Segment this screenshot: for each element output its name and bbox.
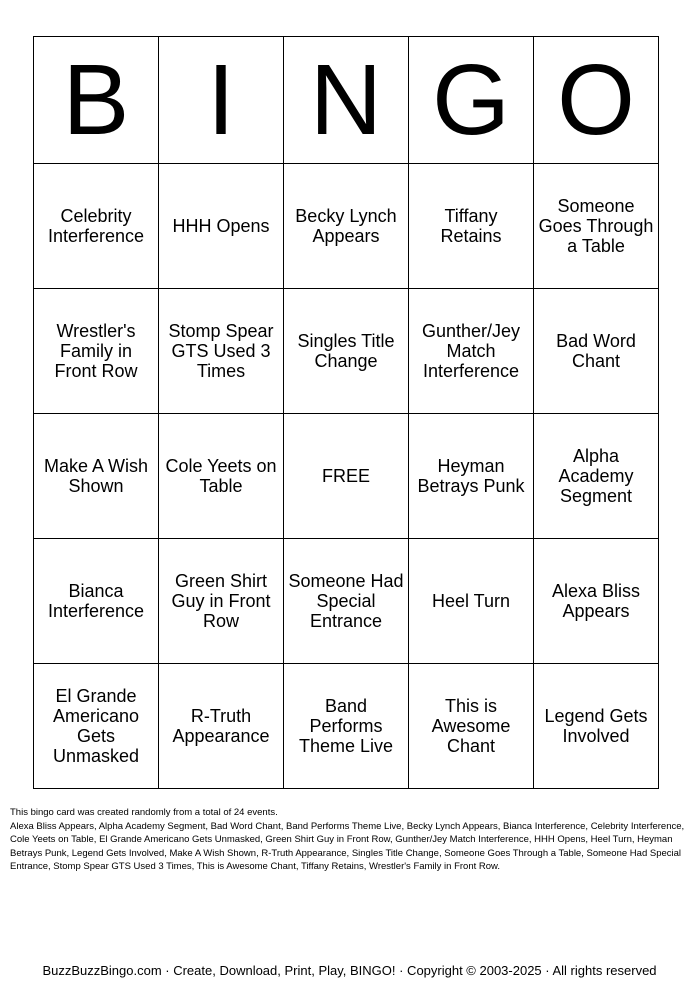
bingo-cell: Someone Goes Through a Table (534, 164, 659, 289)
bingo-row-3 (34, 414, 659, 539)
bingo-cell: Someone Had Special Entrance (284, 539, 409, 664)
bingo-cell: Legend Gets Involved (534, 664, 659, 789)
header-row (34, 37, 659, 164)
bingo-cell: Tiffany Retains (409, 164, 534, 289)
bingo-row-1 (34, 164, 659, 289)
bingo-cell: Heyman Betrays Punk (409, 414, 534, 539)
bingo-cell: Bad Word Chant (534, 289, 659, 414)
bingo-cell: Gunther/Jey Match Interference (409, 289, 534, 414)
bingo-cell: Singles Title Change (284, 289, 409, 414)
bingo-cell: Green Shirt Guy in Front Row (159, 539, 284, 664)
bingo-row-4 (34, 539, 659, 664)
bingo-cell: Alpha Academy Segment (534, 414, 659, 539)
header-letter-i: I (159, 37, 284, 164)
header-letter-b: B (34, 37, 159, 164)
bingo-cell: This is Awesome Chant (409, 664, 534, 789)
bingo-cell: Band Performs Theme Live (284, 664, 409, 789)
bingo-cell: Wrestler's Family in Front Row (34, 289, 159, 414)
bingo-row-2 (34, 289, 659, 414)
bingo-cell: Cole Yeets on Table (159, 414, 284, 539)
bingo-cell: R-Truth Appearance (159, 664, 284, 789)
bingo-cell: Alexa Bliss Appears (534, 539, 659, 664)
note-events: Alexa Bliss Appears, Alpha Academy Segment, Bad Word Chant, Band Performs Theme Live, Becky Lynch Appears, Bianca Interference, Celebrity Interference, Cole Yeets on Table, El Grande Americano Gets Unmasked, Green Shirt Guy in Front Row, Gunther/Jey Match Interference, HHH Opens, Heel Turn, Heyman Betrays Punk, Legend Gets Involved, Make A Wish Shown, R-Truth Appearance, Singles Title Change, Someone Goes Through a Table, Someone Had Special Entrance, Stomp Spear GTS Used 3 Times, This is Awesome Chant, Tiffany Retains, Wrestler's Family in Front Row. (10, 820, 685, 873)
event-list-note (10, 806, 690, 874)
bingo-cell: Becky Lynch Appears (284, 164, 409, 289)
bingo-cell: HHH Opens (159, 164, 284, 289)
header-letter-n: N (284, 37, 409, 164)
bingo-row-5 (34, 664, 659, 789)
bingo-cell: Celebrity Interference (34, 164, 159, 289)
note-summary: This bingo card was created randomly from a total of 24 events. (10, 807, 278, 818)
bingo-cell: Bianca Interference (34, 539, 159, 664)
bingo-cell: Make A Wish Shown (34, 414, 159, 539)
header-letter-g: G (409, 37, 534, 164)
bingo-cell: El Grande Americano Gets Unmasked (34, 664, 159, 789)
free-space-cell: FREE (284, 414, 409, 539)
bingo-card (33, 36, 659, 789)
header-letter-o: O (534, 37, 659, 164)
copyright-footer: BuzzBuzzBingo.com · Create, Download, Print, Play, BINGO! · Copyright © 2003-2025 · All rights reserved (42, 963, 657, 978)
bingo-cell: Stomp Spear GTS Used 3 Times (159, 289, 284, 414)
bingo-cell: Heel Turn (409, 539, 534, 664)
